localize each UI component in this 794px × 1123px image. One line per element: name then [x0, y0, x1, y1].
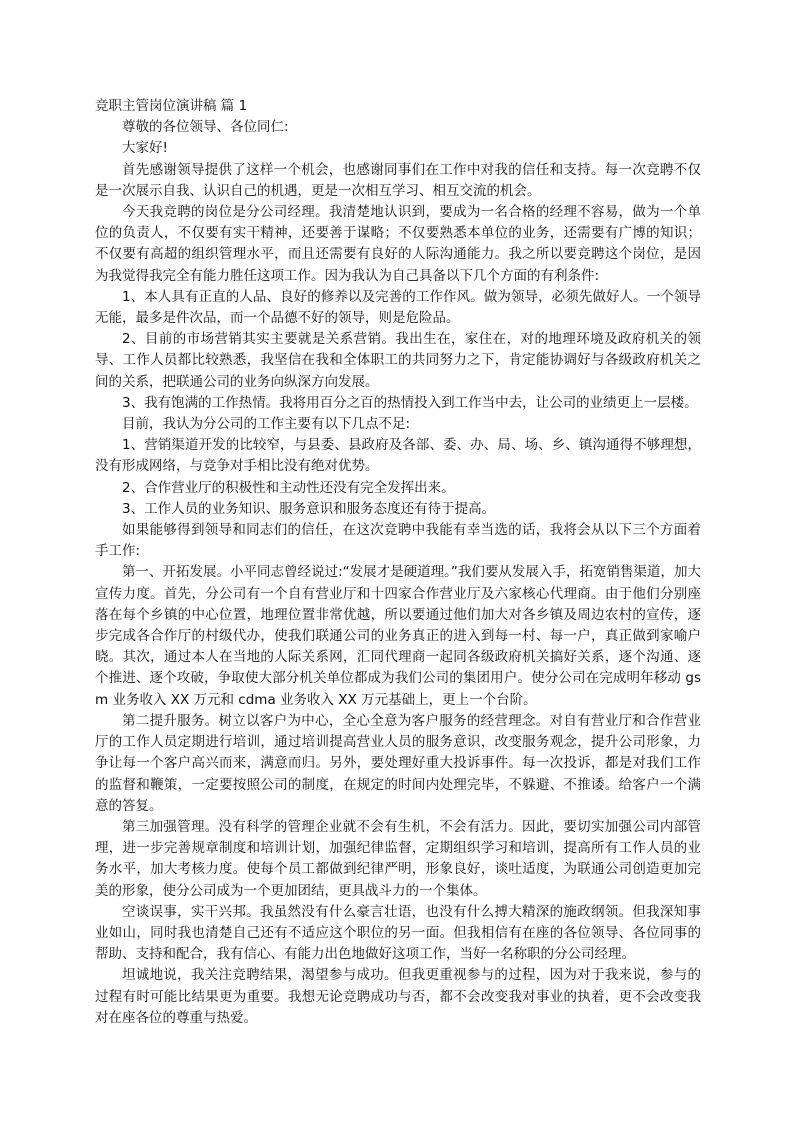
paragraph: 1、本人具有正直的人品、良好的修养以及完善的工作作风。做为领导，必须先做好人。一个领导无能，最多是件次品，而一个品德不好的领导，则是危险品。	[95, 288, 701, 327]
paragraph: 空谈误事，实干兴邦。我虽然没有什么豪言壮语，也没有什么搏大精深的施政纲领。但我深知事业如山，同时我也清楚自己还有不适应这个职位的另一面。但我相信有在座的各位领导、各位同事的帮助、支持和配合，我有信心、有能力出色地做好这项工作，当好一名称职的分公司经理。	[95, 903, 701, 963]
paragraph: 2、目前的市场营销其实主要就是关系营销。我出生在，家住在，对的地理环境及政府机关的领导、工作人员都比较熟悉，我坚信在我和全体职工的共同努力之下，肯定能协调好与各级政府机关之间的关系，把联通公司的业务向纵深方向发展。	[95, 331, 701, 390]
paragraph: 如果能够得到领导和同志们的信任，在这次竞聘中我能有幸当选的话，我将会从以下三个方面着手工作:	[95, 522, 701, 560]
paragraph: 第三加强管理。没有科学的管理企业就不会有生机，不会有活力。因此，要切实加强公司内部管理，进一步完善规章制度和培训计划，加强纪律监督，定期组织学习和培训，提高所有工作人员的业务水平，加大考核力度。使每个员工都做到纪律严明，形象良好，谈吐适度，为联通公司创造更加完美的形象，使分公司成为一个更加团结，更具战斗力的一个集体。	[95, 818, 701, 899]
document-page	[95, 96, 701, 1029]
paragraph: 2、合作营业厅的积极性和主动性还没有完全发挥出来。	[122, 479, 455, 496]
paragraph: 第一、开拓发展。小平同志曾经说过:“发展才是硬道理。”我们要从发展入手，拓宽销售渠道，加大宣传力度。首先，分公司有一个自有营业厅和十四家合作营业厅及六家核心代理商。由于他们分别座落在每个乡镇的中心位置，地理位置非常优越，所以要通过他们加大对各乡镇及周边农村的宣传，逐步完成各合作厅的村级代办，使我们联通公司的业务真正的进入到每一村、每一户，真正做到家喻户晓。其次，通过本人在当地的人际关系网，汇同代理商一起同各级政府机关搞好关系，逐个沟通、逐个推进、逐个攻破，争取使大部分机关单位都成为我们公司的集团用户。使分公司在完成明年移动 gsm 业务收入 XX 万元和 cdma 业务收入 XX 万元基础上，更上一个台阶。	[95, 564, 701, 708]
paragraph: 大家好!	[122, 140, 168, 157]
paragraph: 今天我竞聘的岗位是分公司经理。我清楚地认识到，要成为一名合格的经理不容易，做为一个单位的负责人，不仅要有实干精神，还要善于谋略；不仅要熟悉本单位的业务，还需要有广博的知识；不仅要有高超的组织管理水平，而且还需要有良好的人际沟通能力。我之所以要竞聘这个岗位，是因为我觉得我完全有能力胜任这项工作。因为我认为自己具备以下几个方面的有利条件:	[95, 204, 701, 284]
document-title: 竞职主管岗位演讲稿 篇 1	[95, 98, 248, 114]
paragraph: 第二提升服务。树立以客户为中心，全心全意为客户服务的经营理念。对自有营业厅和合作营业厅的工作人员定期进行培训，通过培训提高营业人员的服务意识，改变服务观念，提升公司形象，力争让每一个客户高兴而来，满意而归。另外，要处理好重大投诉事件。每一次投诉，都是对我们工作的监督和鞭策，一定要按照公司的制度，在规定的时间内处理完毕，不躲避、不推诿。给客户一个满意的答复。	[95, 712, 701, 814]
paragraph: 目前，我认为分公司的工作主要有以下几点不足:	[122, 416, 411, 433]
paragraph: 3、工作人员的业务知识、服务意识和服务态度还有待于提高。	[122, 500, 496, 517]
paragraph: 尊敬的各位领导、各位同仁:	[122, 119, 289, 136]
paragraph: 首先感谢领导提供了这样一个机会，也感谢同事们在工作中对我的信任和支持。每一次竞聘不仅是一次展示自我、认识自己的机遇，更是一次相互学习、相互交流的机会。	[95, 161, 701, 199]
paragraph: 坦诚地说，我关注竞聘结果，渴望参与成功。但我更重视参与的过程，因为对于我来说，参与的过程有时可能比结果更为重要。我想无论竞聘成功与否，都不会改变我对事业的执着，更不会改变我对在座各位的尊重与热爱。	[95, 967, 701, 1026]
paragraph: 1、营销渠道开发的比较窄，与县委、县政府及各部、委、办、局、场、乡、镇沟通得不够理想，没有形成网络，与竞争对手相比没有绝对优势。	[95, 437, 701, 475]
paragraph: 3、我有饱满的工作热情。我将用百分之百的热情投入到工作当中去，让公司的业绩更上一层楼。	[122, 394, 698, 411]
